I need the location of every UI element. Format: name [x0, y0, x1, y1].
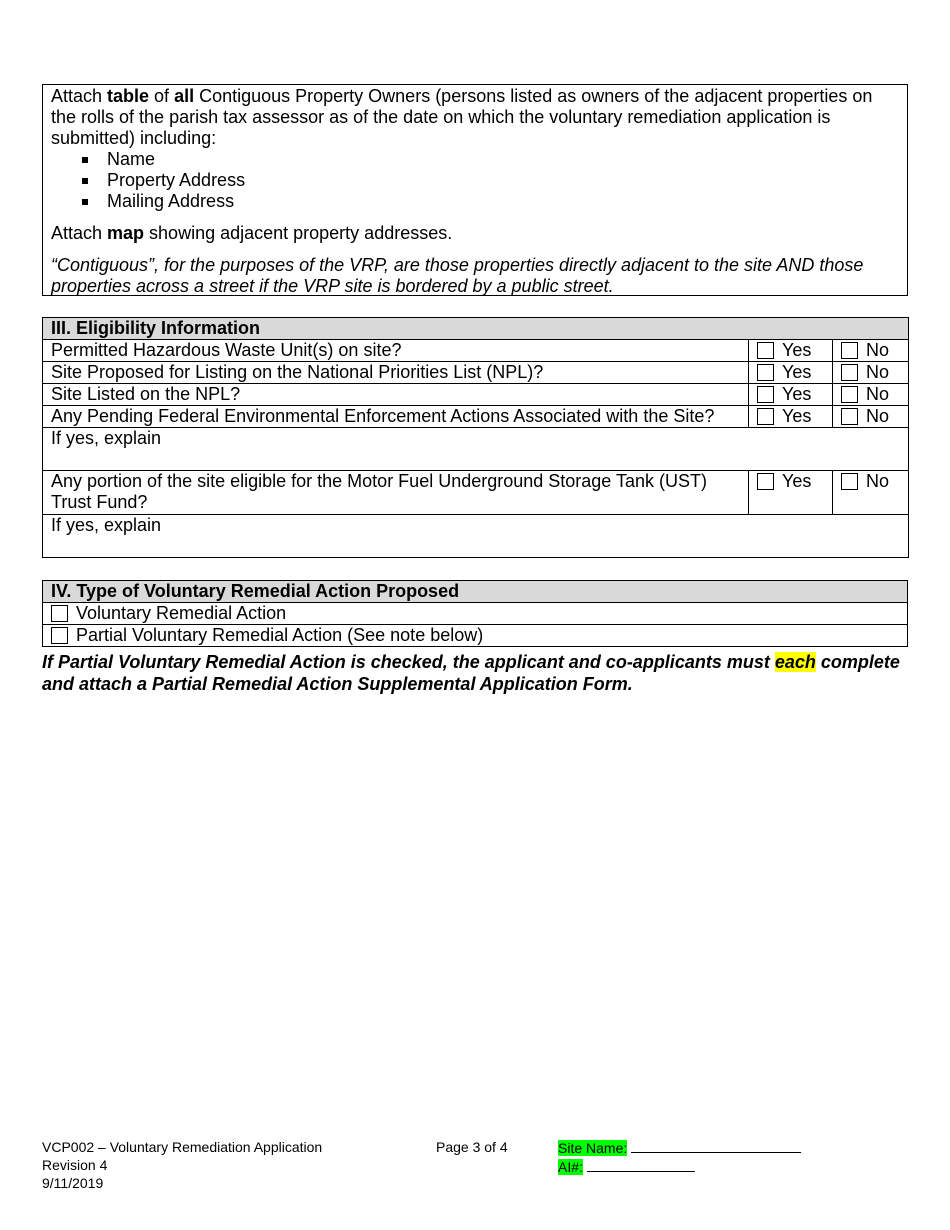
- eligibility-table: [42, 317, 909, 558]
- table-row: Any portion of the site eligible for the Motor Fuel Underground Storage Tank (UST) Trust Fund? Yes No: [43, 471, 909, 515]
- attach-map-instruction: Attach map showing adjacent property addresses.: [51, 223, 453, 243]
- no-checkbox[interactable]: [841, 342, 858, 359]
- question-label: Site Listed on the NPL?: [43, 384, 749, 406]
- question-label: Permitted Hazardous Waste Unit(s) on site?: [43, 340, 749, 362]
- table-row: Site Listed on the NPL? Yes No: [43, 384, 909, 406]
- contiguous-definition: “Contiguous”, for the purposes of the VRP, are those properties directly adjacent to the site AND those properties across a street if the VRP site is bordered by a public street.: [51, 255, 864, 296]
- ai-number-field[interactable]: [587, 1157, 695, 1172]
- ai-number-label: AI#:: [558, 1159, 583, 1175]
- table-row: Any Pending Federal Environmental Enforcement Actions Associated with the Site? Yes No: [43, 406, 909, 428]
- no-checkbox[interactable]: [841, 364, 858, 381]
- question-label: Site Proposed for Listing on the National Priorities List (NPL)?: [43, 362, 749, 384]
- explain-field[interactable]: If yes, explain: [43, 428, 909, 471]
- yes-checkbox[interactable]: [757, 342, 774, 359]
- site-name-field[interactable]: [631, 1138, 801, 1153]
- remedial-action-table: [42, 580, 908, 647]
- explain-field[interactable]: If yes, explain: [43, 515, 909, 558]
- attach-table-instruction: Attach table of all Contiguous Property Owners (persons listed as owners of the adjacent properties on the rolls of the parish tax assessor as of the date on which the voluntary remediation application is submitted) including:: [51, 86, 873, 148]
- yes-checkbox[interactable]: [757, 408, 774, 425]
- partial-action-note: If Partial Voluntary Remedial Action is checked, the applicant and co-applicants must each complete and attach a Partial Remedial Action Supplemental Application Form.: [42, 652, 900, 694]
- footer-form-info: [42, 1138, 322, 1192]
- footer-site-fields: [558, 1138, 801, 1176]
- table-row: Site Proposed for Listing on the National Priorities List (NPL)? Yes No: [43, 362, 909, 384]
- list-item: Property Address: [107, 170, 899, 191]
- question-label: Any portion of the site eligible for the Motor Fuel Underground Storage Tank (UST) Trust Fund?: [43, 471, 749, 515]
- yes-checkbox[interactable]: [757, 386, 774, 403]
- voluntary-remedial-checkbox[interactable]: [51, 605, 68, 622]
- question-label: Any Pending Federal Environmental Enforcement Actions Associated with the Site?: [43, 406, 749, 428]
- no-checkbox[interactable]: [841, 386, 858, 403]
- option-label: Partial Voluntary Remedial Action (See note below): [76, 625, 484, 645]
- revision: Revision 4: [42, 1157, 108, 1173]
- no-checkbox[interactable]: [841, 408, 858, 425]
- remedial-header: IV. Type of Voluntary Remedial Action Proposed: [43, 581, 908, 603]
- partial-remedial-checkbox[interactable]: [51, 627, 68, 644]
- form-id: VCP002 – Voluntary Remediation Application: [42, 1139, 323, 1155]
- no-checkbox[interactable]: [841, 473, 858, 490]
- page-number: Page 3 of 4: [436, 1139, 508, 1155]
- list-item: Name: [107, 149, 899, 170]
- revision-date: 9/11/2019: [42, 1175, 104, 1191]
- highlighted-word: each: [774, 652, 816, 672]
- option-label: Voluntary Remedial Action: [76, 603, 287, 623]
- yes-checkbox[interactable]: [757, 364, 774, 381]
- required-fields-list: [51, 149, 899, 212]
- table-row: Permitted Hazardous Waste Unit(s) on site? Yes No: [43, 340, 909, 362]
- site-name-label: Site Name:: [558, 1140, 628, 1156]
- contiguous-owners-section: [42, 84, 908, 296]
- eligibility-header: III. Eligibility Information: [43, 318, 909, 340]
- table-row: [43, 625, 908, 647]
- list-item: Mailing Address: [107, 191, 899, 212]
- yes-checkbox[interactable]: [757, 473, 774, 490]
- table-row: [43, 603, 908, 625]
